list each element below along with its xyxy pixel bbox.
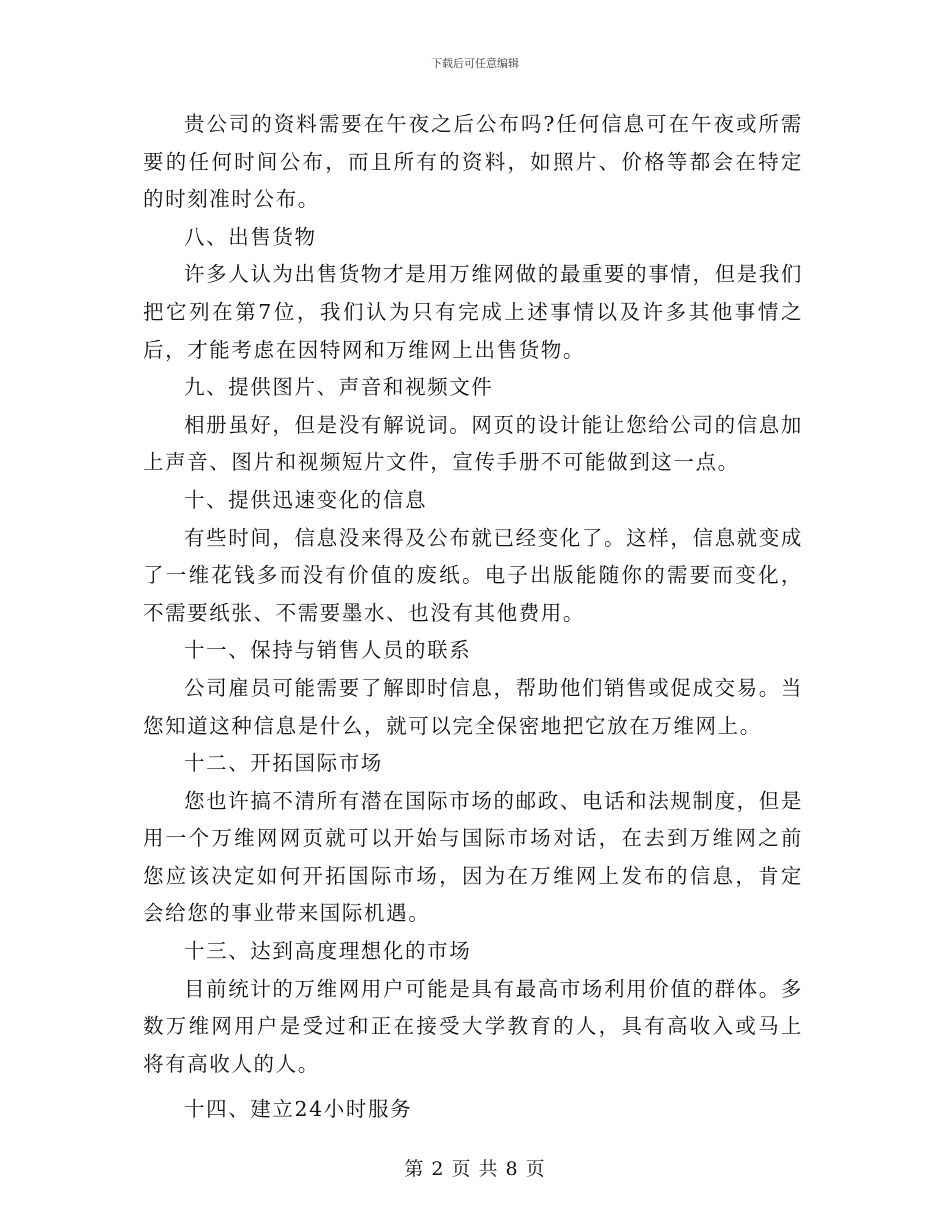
heading-ideal-market: 十三、达到高度理想化的市场 xyxy=(184,939,472,964)
document-body xyxy=(143,106,803,1129)
paragraph-fast-info: 有些时间，信息没来得及公布就已经变化了。这样，信息就变成了一维花钱多而没有价值的废纸。电子出版能随你的需要而变化，不需要纸张、不需要墨水、也没有其他费用。 xyxy=(143,525,803,625)
paragraph-ideal-market: 目前统计的万维网用户可能是具有最高市场利用价值的群体。多数万维网用户是受过和正在接受大学教育的人，具有高收入或马上将有高收人的人。 xyxy=(143,976,803,1076)
heading-24h-service: 十四、建立24小时服务 xyxy=(184,1097,413,1122)
heading-media-files: 九、提供图片、声音和视频文件 xyxy=(184,375,494,400)
paragraph-publish-time: 贵公司的资料需要在午夜之后公布吗?任何信息可在午夜或所需要的任何时间公布，而且所有的资料，如照片、价格等都会在特定的时刻准时公布。 xyxy=(143,112,803,212)
paragraph-sales-contact: 公司雇员可能需要了解即时信息，帮助他们销售或促成交易。当您知道这种信息是什么，就可以完全保密地把它放在万维网上。 xyxy=(143,675,803,738)
header-note: 下载后可任意编辑 xyxy=(431,57,519,70)
heading-intl-market: 十二、开拓国际市场 xyxy=(184,751,383,776)
paragraph-media-files: 相册虽好，但是没有解说词。网页的设计能让您给公司的信息加上声音、图片和视频短片文件，宣传手册不可能做到这一点。 xyxy=(143,412,803,475)
paragraph-sell-goods: 许多人认为出售货物才是用万维网做的最重要的事情，但是我们把它列在第7位，我们认为只有完成上述事情以及许多其他事情之后，才能考虑在因特网和万维网上出售货物。 xyxy=(143,262,803,362)
heading-sales-contact: 十一、保持与销售人员的联系 xyxy=(184,638,472,663)
heading-fast-info: 十、提供迅速变化的信息 xyxy=(184,487,428,512)
heading-sell-goods: 八、出售货物 xyxy=(184,224,317,249)
page-number: 第 2 页 共 8 页 xyxy=(404,1158,546,1180)
paragraph-intl-market: 您也许搞不清所有潜在国际市场的邮政、电话和法规制度，但是用一个万维网网页就可以开始与国际市场对话，在去到万维网之前您应该决定如何开拓国际市场，因为在万维网上发布的信息，肯定会给您的事业带来国际机遇。 xyxy=(143,788,803,926)
